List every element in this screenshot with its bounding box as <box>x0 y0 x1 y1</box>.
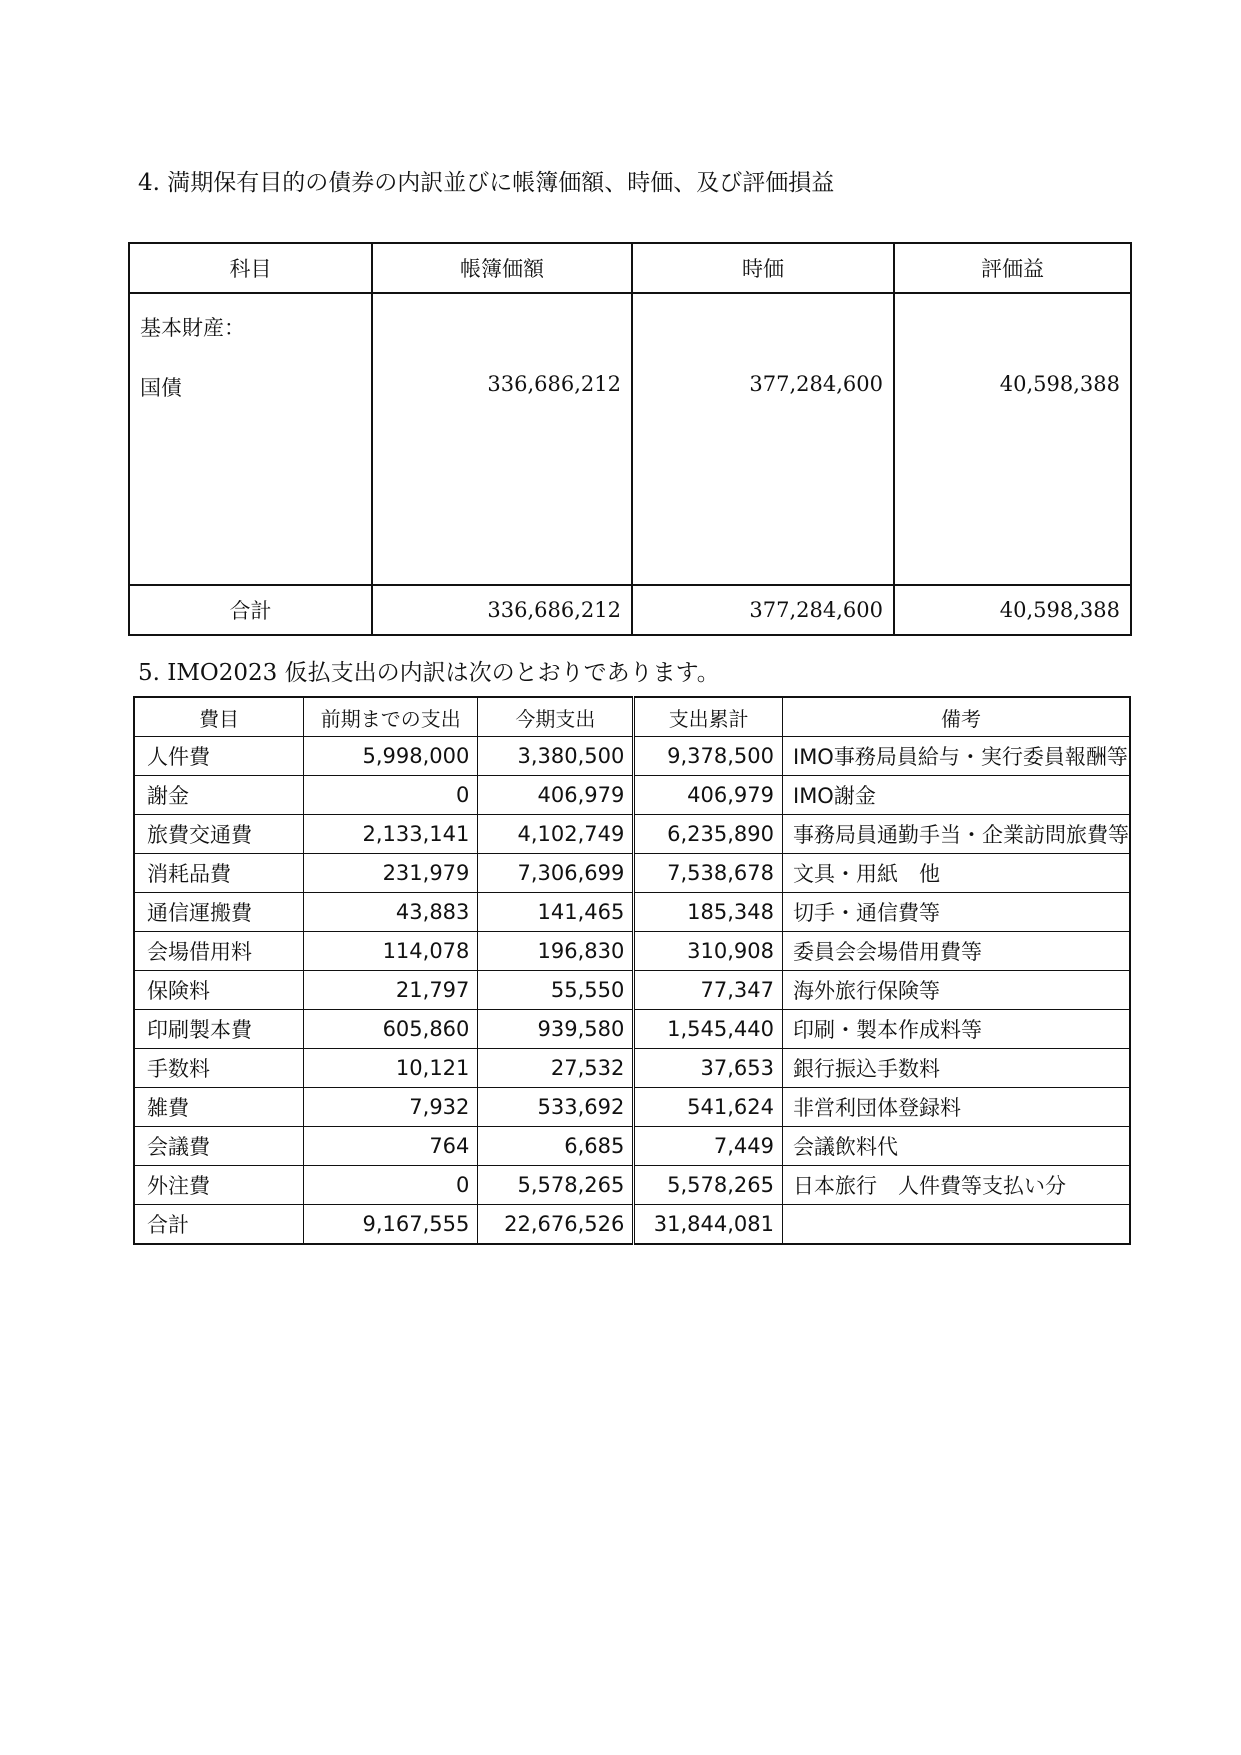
current-expense: 533,692 <box>478 1088 634 1127</box>
expense-note: 切手・通信費等 <box>783 893 1131 932</box>
col-header: 支出累計 <box>634 697 783 737</box>
col-header: 備考 <box>783 697 1131 737</box>
expense-row <box>134 971 1130 1010</box>
current-expense: 6,685 <box>478 1127 634 1166</box>
total-market-value: 377,284,600 <box>632 585 894 635</box>
expense-item: 会議費 <box>134 1127 304 1166</box>
current-expense: 5,578,265 <box>478 1166 634 1205</box>
expense-note: 印刷・製本作成料等 <box>783 1010 1131 1049</box>
expense-item: 保険料 <box>134 971 304 1010</box>
bond-table-header <box>129 243 1131 293</box>
cumulative-expense: 5,578,265 <box>634 1166 783 1205</box>
section-5-heading: 5. IMO2023 仮払支出の内訳は次のとおりであります。 <box>138 660 720 686</box>
col-header: 費目 <box>134 697 304 737</box>
expense-row <box>134 1049 1130 1088</box>
item-label: 国債 <box>140 376 182 400</box>
expense-row <box>134 893 1130 932</box>
expense-item: 手数料 <box>134 1049 304 1088</box>
expense-note: IMO謝金 <box>783 776 1131 815</box>
expense-note: 海外旅行保険等 <box>783 971 1131 1010</box>
expense-item: 消耗品費 <box>134 854 304 893</box>
current-expense: 3,380,500 <box>478 737 634 776</box>
expense-note: 文具・用紙 他 <box>783 854 1131 893</box>
expense-note: 会議飲料代 <box>783 1127 1131 1166</box>
bond-table-row <box>129 293 1131 585</box>
prior-expense: 2,133,141 <box>304 815 478 854</box>
expense-row <box>134 854 1130 893</box>
prior-expense: 5,998,000 <box>304 737 478 776</box>
cumulative-expense: 310,908 <box>634 932 783 971</box>
col-header: 今期支出 <box>478 697 634 737</box>
prior-expense: 43,883 <box>304 893 478 932</box>
cumulative-expense: 1,545,440 <box>634 1010 783 1049</box>
expense-row <box>134 1127 1130 1166</box>
expense-row <box>134 1166 1130 1205</box>
expense-item: 人件費 <box>134 737 304 776</box>
expense-note: 日本旅行 人件費等支払い分 <box>783 1166 1131 1205</box>
cumulative-expense: 37,653 <box>634 1049 783 1088</box>
expense-note: 非営利団体登録料 <box>783 1088 1131 1127</box>
expense-row <box>134 1010 1130 1049</box>
expense-item: 印刷製本費 <box>134 1010 304 1049</box>
cumulative-expense: 406,979 <box>634 776 783 815</box>
cumulative-expense: 31,844,081 <box>634 1205 783 1245</box>
cumulative-expense: 6,235,890 <box>634 815 783 854</box>
prior-expense: 7,932 <box>304 1088 478 1127</box>
expense-table <box>133 696 1131 1245</box>
expense-item: 外注費 <box>134 1166 304 1205</box>
prior-expense: 21,797 <box>304 971 478 1010</box>
expense-note: 委員会会場借用費等 <box>783 932 1131 971</box>
prior-expense: 764 <box>304 1127 478 1166</box>
current-expense: 27,532 <box>478 1049 634 1088</box>
book-value: 336,686,212 <box>372 293 632 585</box>
current-expense: 196,830 <box>478 932 634 971</box>
prior-expense: 0 <box>304 776 478 815</box>
col-header: 科目 <box>129 243 372 293</box>
expense-table-body <box>134 737 1130 1245</box>
valuation-gain: 40,598,388 <box>894 293 1131 585</box>
col-header: 評価益 <box>894 243 1131 293</box>
prior-expense: 605,860 <box>304 1010 478 1049</box>
expense-row <box>134 776 1130 815</box>
expense-item: 合計 <box>134 1205 304 1245</box>
expense-note: IMO事務局員給与・実行委員報酬等 <box>783 737 1131 776</box>
category-label: 基本財産： <box>140 316 245 340</box>
prior-expense: 0 <box>304 1166 478 1205</box>
current-expense: 406,979 <box>478 776 634 815</box>
bond-table-total-row <box>129 585 1131 635</box>
expense-note: 事務局員通勤手当・企業訪問旅費等 <box>783 815 1131 854</box>
expense-note: 銀行振込手数料 <box>783 1049 1131 1088</box>
section-4-heading: 4. 満期保有目的の債券の内訳並びに帳簿価額、時価、及び評価損益 <box>138 170 835 196</box>
current-expense: 22,676,526 <box>478 1205 634 1245</box>
current-expense: 55,550 <box>478 971 634 1010</box>
current-expense: 141,465 <box>478 893 634 932</box>
prior-expense: 10,121 <box>304 1049 478 1088</box>
col-header: 前期までの支出 <box>304 697 478 737</box>
market-value: 377,284,600 <box>632 293 894 585</box>
expense-item: 旅費交通費 <box>134 815 304 854</box>
expense-item: 雑費 <box>134 1088 304 1127</box>
cumulative-expense: 9,378,500 <box>634 737 783 776</box>
current-expense: 7,306,699 <box>478 854 634 893</box>
expense-item: 通信運搬費 <box>134 893 304 932</box>
prior-expense: 231,979 <box>304 854 478 893</box>
current-expense: 4,102,749 <box>478 815 634 854</box>
expense-table-header <box>134 697 1130 737</box>
expense-row <box>134 932 1130 971</box>
prior-expense: 114,078 <box>304 932 478 971</box>
cumulative-expense: 77,347 <box>634 971 783 1010</box>
expense-total-row <box>134 1205 1130 1245</box>
col-header: 時価 <box>632 243 894 293</box>
total-label: 合計 <box>129 585 372 635</box>
expense-item: 会場借用料 <box>134 932 304 971</box>
cumulative-expense: 7,538,678 <box>634 854 783 893</box>
col-header: 帳簿価額 <box>372 243 632 293</box>
expense-item: 謝金 <box>134 776 304 815</box>
bond-table <box>128 242 1132 636</box>
expense-row <box>134 1088 1130 1127</box>
subject-cell <box>129 293 372 585</box>
cumulative-expense: 185,348 <box>634 893 783 932</box>
expense-row <box>134 815 1130 854</box>
cumulative-expense: 541,624 <box>634 1088 783 1127</box>
total-book-value: 336,686,212 <box>372 585 632 635</box>
prior-expense: 9,167,555 <box>304 1205 478 1245</box>
total-gain: 40,598,388 <box>894 585 1131 635</box>
expense-row <box>134 737 1130 776</box>
expense-note <box>783 1205 1131 1245</box>
current-expense: 939,580 <box>478 1010 634 1049</box>
cumulative-expense: 7,449 <box>634 1127 783 1166</box>
